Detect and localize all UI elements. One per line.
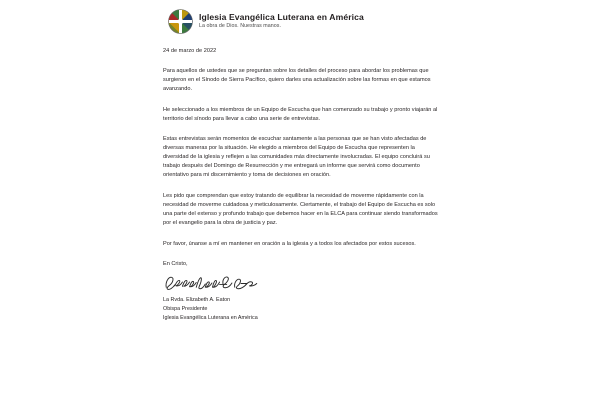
letter-paragraph: Para aquellos de ustedes que se preguntan sobre los detalles del proceso para abordar los problemas que surgieron en el Sínodo de Sierra Pacífico, quiero darles una actualización sobre las formas en que estamos avanzando. (163, 68, 431, 93)
letter-date: 24 de marzo de 2022 (163, 48, 217, 54)
signer-name: La Rvda. Elizabeth A. Eaton (163, 297, 231, 304)
letterhead (168, 9, 364, 34)
letter-closing: En Cristo, (163, 261, 188, 268)
handwritten-signature-icon (163, 273, 259, 293)
letter-body (163, 48, 438, 323)
letter-paragraph: Por favor, únanse a mí en mantener en oración a la iglesia y a todos los afectados por estos sucesos. (163, 240, 416, 247)
masthead-text (199, 13, 364, 29)
organization-tagline: La obra de Dios. Nuestras manos. (199, 23, 281, 30)
signer-affiliation: Iglesia Evangélica Luterana en América (163, 315, 258, 322)
elca-cross-quadrant-logo-icon (168, 9, 193, 34)
letter-paragraph: Estas entrevistas serán momentos de escuchar santamente a las personas que se han visto afectadas de diversas maneras por la situación. He elegido a miembros del Equipo de Escucha que representen la diversidad de la iglesia y reflejen a las comunidades más directamente involucradas. El equipo concluirá su trabajo después del Domingo de Resurrección y me entregará un informe que servirá como documento orientativo para mi discernimiento y toma de decisiones en oración. (163, 136, 430, 179)
letter-paragraph: Les pido que comprendan que estoy tratando de equilibrar la necesidad de moverme rápidamente con la necesidad de moverme cuidadosa y meticulosamente. Ciertamente, el trabajo del Equipo de Escucha es solo una parte del extenso y profundo trabajo que debemos hacer en la ELCA para continuar siendo transformados por el evangelio para la obra de justicia y paz. (163, 192, 438, 227)
signer-title: Obispa Presidente (163, 306, 208, 313)
signature-area (163, 273, 438, 323)
letter-paragraph: He seleccionado a los miembros de un Equipo de Escucha que han comenzado su trabajo y pronto viajarán al territorio del sínodo para llevar a cabo una serie de entrevistas. (163, 106, 438, 122)
signer-block (163, 296, 438, 323)
organization-name: Iglesia Evangélica Luterana en América (199, 12, 364, 23)
